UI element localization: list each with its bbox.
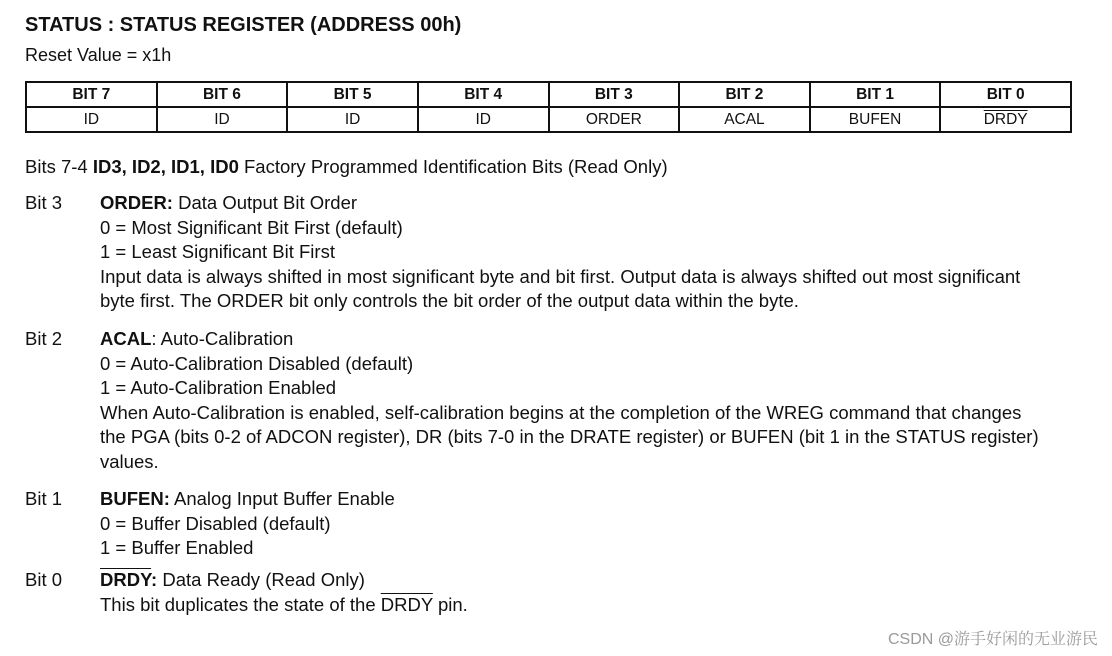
bit-title: Data Output Bit Order bbox=[178, 192, 358, 213]
bit-value: ID bbox=[418, 107, 549, 132]
bit1-option-0: 0 = Buffer Disabled (default) bbox=[100, 512, 331, 534]
bit1-heading bbox=[100, 487, 1080, 512]
bit3-option-1: 1 = Least Significant Bit First bbox=[100, 241, 335, 262]
bit-header: BIT 6 bbox=[157, 82, 288, 107]
bit0-note-suffix: pin. bbox=[437, 593, 468, 615]
bit-value: BUFEN bbox=[810, 107, 941, 132]
bit-header: BIT 3 bbox=[549, 82, 680, 107]
bit-value: ID bbox=[26, 107, 157, 132]
bit3-note: Input data is always shifted in most significant byte and bit first. Output data is always shifted out most significant bbox=[100, 265, 1021, 287]
bit-value: DRDY bbox=[940, 107, 1071, 132]
bit2-note: values. bbox=[100, 450, 159, 472]
register-value-row bbox=[26, 107, 1071, 132]
bit-header: BIT 5 bbox=[287, 82, 418, 107]
bit2-note: When Auto-Calibration is enabled, self-calibration begins at the completion of the WREG command that changes bbox=[100, 401, 1022, 423]
bit3-heading bbox=[100, 191, 1080, 216]
bit-name: ORDER: bbox=[100, 192, 173, 213]
bit2-option-1: 1 = Auto-Calibration Enabled bbox=[100, 377, 337, 398]
bit-value: ID bbox=[157, 107, 288, 132]
bit-title: : Auto-Calibration bbox=[151, 328, 294, 349]
bit-label: Bits 7-4 bbox=[25, 156, 88, 177]
page-title: STATUS : STATUS REGISTER (ADDRESS 00h) bbox=[25, 14, 462, 36]
bit-header: BIT 0 bbox=[940, 82, 1071, 107]
bit-name: DRDY bbox=[100, 569, 152, 590]
bit3-option-0: 0 = Most Significant Bit First (default) bbox=[100, 216, 403, 238]
bit-text: Factory Programmed Identification Bits (Read Only) bbox=[244, 156, 668, 177]
bit2-label: Bit 2 bbox=[25, 328, 63, 349]
bit1-label: Bit 1 bbox=[25, 488, 63, 509]
bit-name-colon: : bbox=[151, 569, 158, 590]
bit3-note: byte first. The ORDER bit only controls the bit order of the output data within the byte. bbox=[100, 290, 799, 311]
bit1-option-1: 1 = Buffer Enabled bbox=[100, 537, 254, 558]
bit0-note bbox=[100, 593, 1080, 618]
bit1-description bbox=[100, 487, 1080, 561]
bit-title: Analog Input Buffer Enable bbox=[174, 488, 395, 509]
bit2-description bbox=[100, 327, 1080, 474]
bit-name: ID3, ID2, ID1, ID0 bbox=[92, 156, 239, 177]
bit2-option-0: 0 = Auto-Calibration Disabled (default) bbox=[100, 352, 414, 374]
register-header-row bbox=[26, 82, 1071, 107]
bit-name: BUFEN: bbox=[100, 488, 170, 509]
bit-name: ACAL bbox=[100, 328, 152, 349]
bit-header: BIT 2 bbox=[679, 82, 810, 107]
bit3-label: Bit 3 bbox=[25, 192, 63, 213]
register-table bbox=[25, 81, 1072, 133]
bit0-label: Bit 0 bbox=[25, 569, 63, 590]
bit-header: BIT 7 bbox=[26, 82, 157, 107]
bit-title: Data Ready (Read Only) bbox=[162, 569, 365, 590]
bit0-note-prefix: This bit duplicates the state of the bbox=[100, 593, 376, 615]
bit2-note: the PGA (bits 0-2 of ADCON register), DR (bits 7-0 in the DRATE register) or BUFEN (bit 1 in the STATUS register) bbox=[100, 426, 1039, 447]
bits-7-4-description bbox=[25, 156, 668, 178]
drdy-pin-name: DRDY bbox=[380, 593, 433, 615]
bit0-description bbox=[100, 568, 1080, 617]
reset-value: Reset Value = x1h bbox=[25, 45, 172, 65]
bit-header: BIT 4 bbox=[418, 82, 549, 107]
bit3-description bbox=[100, 191, 1080, 314]
watermark: CSDN @游手好闲的无业游民 bbox=[887, 631, 1098, 648]
bit2-heading bbox=[100, 327, 1080, 352]
bit0-heading bbox=[100, 568, 1080, 593]
bit-value: ID bbox=[287, 107, 418, 132]
bit-value: ACAL bbox=[679, 107, 810, 132]
bit-header: BIT 1 bbox=[810, 82, 941, 107]
bit-value: ORDER bbox=[549, 107, 680, 132]
